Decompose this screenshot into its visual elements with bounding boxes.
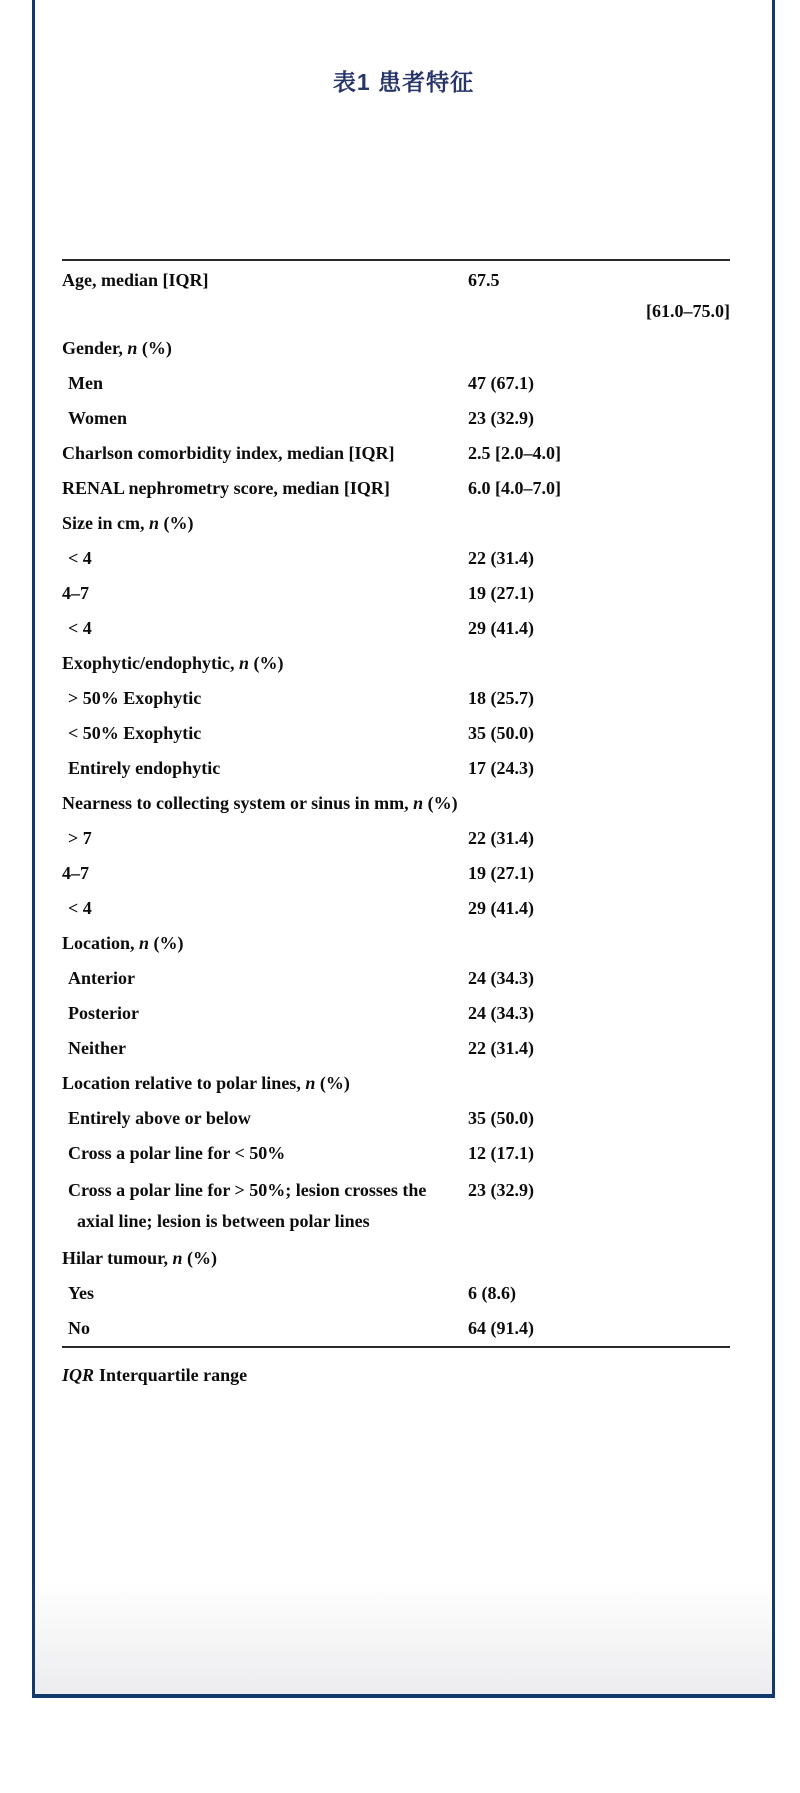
row-label: 4–7 (62, 583, 89, 603)
row-value: 22 (31.4) (468, 828, 534, 848)
footnote-abbr: IQR (62, 1365, 95, 1385)
row-label: RENAL nephrometry score, median [IQR] (62, 478, 390, 498)
table-row (62, 1276, 730, 1311)
row-value: 29 (41.4) (468, 898, 534, 918)
row-value: 22 (31.4) (468, 1038, 534, 1058)
table-row (62, 576, 730, 611)
row-label: Women (68, 408, 128, 428)
table-title: 表1 患者特征 (332, 69, 475, 95)
table-row (62, 1241, 730, 1276)
row-label: Gender, n (%) (62, 338, 172, 358)
row-label: 4–7 (62, 863, 89, 883)
table-row (62, 716, 730, 751)
row-label: Hilar tumour, n (%) (62, 1248, 218, 1268)
table-row (62, 401, 730, 436)
row-label: < 4 (68, 548, 92, 568)
table-row (62, 786, 730, 821)
row-value: 19 (27.1) (468, 863, 534, 883)
row-label: Entirely above or below (68, 1108, 251, 1128)
table-row (62, 471, 730, 506)
table-footnote (62, 1364, 730, 1386)
row-value: 67.5 [61.0–75.0] (468, 265, 730, 327)
row-label: Cross a polar line for > 50%; lesion crosses the axial line; lesion is between polar lines (62, 1175, 730, 1237)
patient-characteristics-table (62, 259, 730, 1386)
footnote-text: Interquartile range (99, 1365, 248, 1385)
row-label: Posterior (68, 1003, 139, 1023)
row-value: 6.0 [4.0–7.0] (468, 478, 561, 498)
table-row (62, 926, 730, 961)
table-row (62, 541, 730, 576)
row-value-line2: [61.0–75.0] (646, 301, 730, 321)
row-label: No (68, 1318, 90, 1338)
row-label: Nearness to collecting system or sinus in mm, n (%) (62, 793, 458, 813)
table-row (62, 1311, 730, 1346)
table-row (62, 436, 730, 471)
row-label: < 4 (68, 898, 92, 918)
row-value: 24 (34.3) (468, 1003, 534, 1023)
row-value: 23 (32.9) (468, 1180, 534, 1200)
row-value: 47 (67.1) (468, 373, 534, 393)
row-label: > 50% Exophytic (68, 688, 202, 708)
table-row (62, 261, 730, 331)
row-label-line2: axial line; lesion is between polar lines (77, 1211, 370, 1231)
row-label: Men (68, 373, 103, 393)
row-value: 19 (27.1) (468, 583, 534, 603)
table-rows (62, 261, 730, 1346)
table-row (62, 1136, 730, 1171)
page-panel (32, 0, 775, 1698)
table-row (62, 996, 730, 1031)
row-label: < 50% Exophytic (68, 723, 202, 743)
table-row (62, 751, 730, 786)
row-label: Location relative to polar lines, n (%) (62, 1073, 350, 1093)
row-label: Anterior (68, 968, 135, 988)
row-value: 24 (34.3) (468, 968, 534, 988)
row-label: Age, median [IQR] (62, 270, 209, 290)
table-row (62, 891, 730, 926)
table-row (62, 1101, 730, 1136)
table-bottom-rule (62, 1346, 730, 1348)
row-label: Charlson comorbidity index, median [IQR] (62, 443, 395, 463)
row-label: Neither (68, 1038, 126, 1058)
row-value: 22 (31.4) (468, 548, 534, 568)
row-value: 35 (50.0) (468, 723, 534, 743)
row-value: 29 (41.4) (468, 618, 534, 638)
row-label: < 4 (68, 618, 92, 638)
row-label: > 7 (68, 828, 92, 848)
row-value: 35 (50.0) (468, 1108, 534, 1128)
row-value: 6 (8.6) (468, 1283, 516, 1303)
row-label: Exophytic/endophytic, n (%) (62, 653, 284, 673)
table-row (62, 611, 730, 646)
row-value: 17 (24.3) (468, 758, 534, 778)
table-row (62, 1066, 730, 1101)
table-row (62, 1031, 730, 1066)
table-row (62, 1171, 730, 1241)
table-row (62, 506, 730, 541)
table-row (62, 961, 730, 996)
row-value: 12 (17.1) (468, 1143, 534, 1163)
row-label: Size in cm, n (%) (62, 513, 194, 533)
row-value: 2.5 [2.0–4.0] (468, 443, 561, 463)
table-row (62, 331, 730, 366)
table-row (62, 821, 730, 856)
row-label: Entirely endophytic (68, 758, 221, 778)
table-row (62, 366, 730, 401)
row-value: 23 (32.9) (468, 408, 534, 428)
row-label: Location, n (%) (62, 933, 184, 953)
table-row (62, 856, 730, 891)
row-value: 18 (25.7) (468, 688, 534, 708)
row-label: Cross a polar line for < 50% (68, 1143, 286, 1163)
table-row (62, 646, 730, 681)
row-value: 64 (91.4) (468, 1318, 534, 1338)
table-row (62, 681, 730, 716)
row-label: Yes (68, 1283, 94, 1303)
